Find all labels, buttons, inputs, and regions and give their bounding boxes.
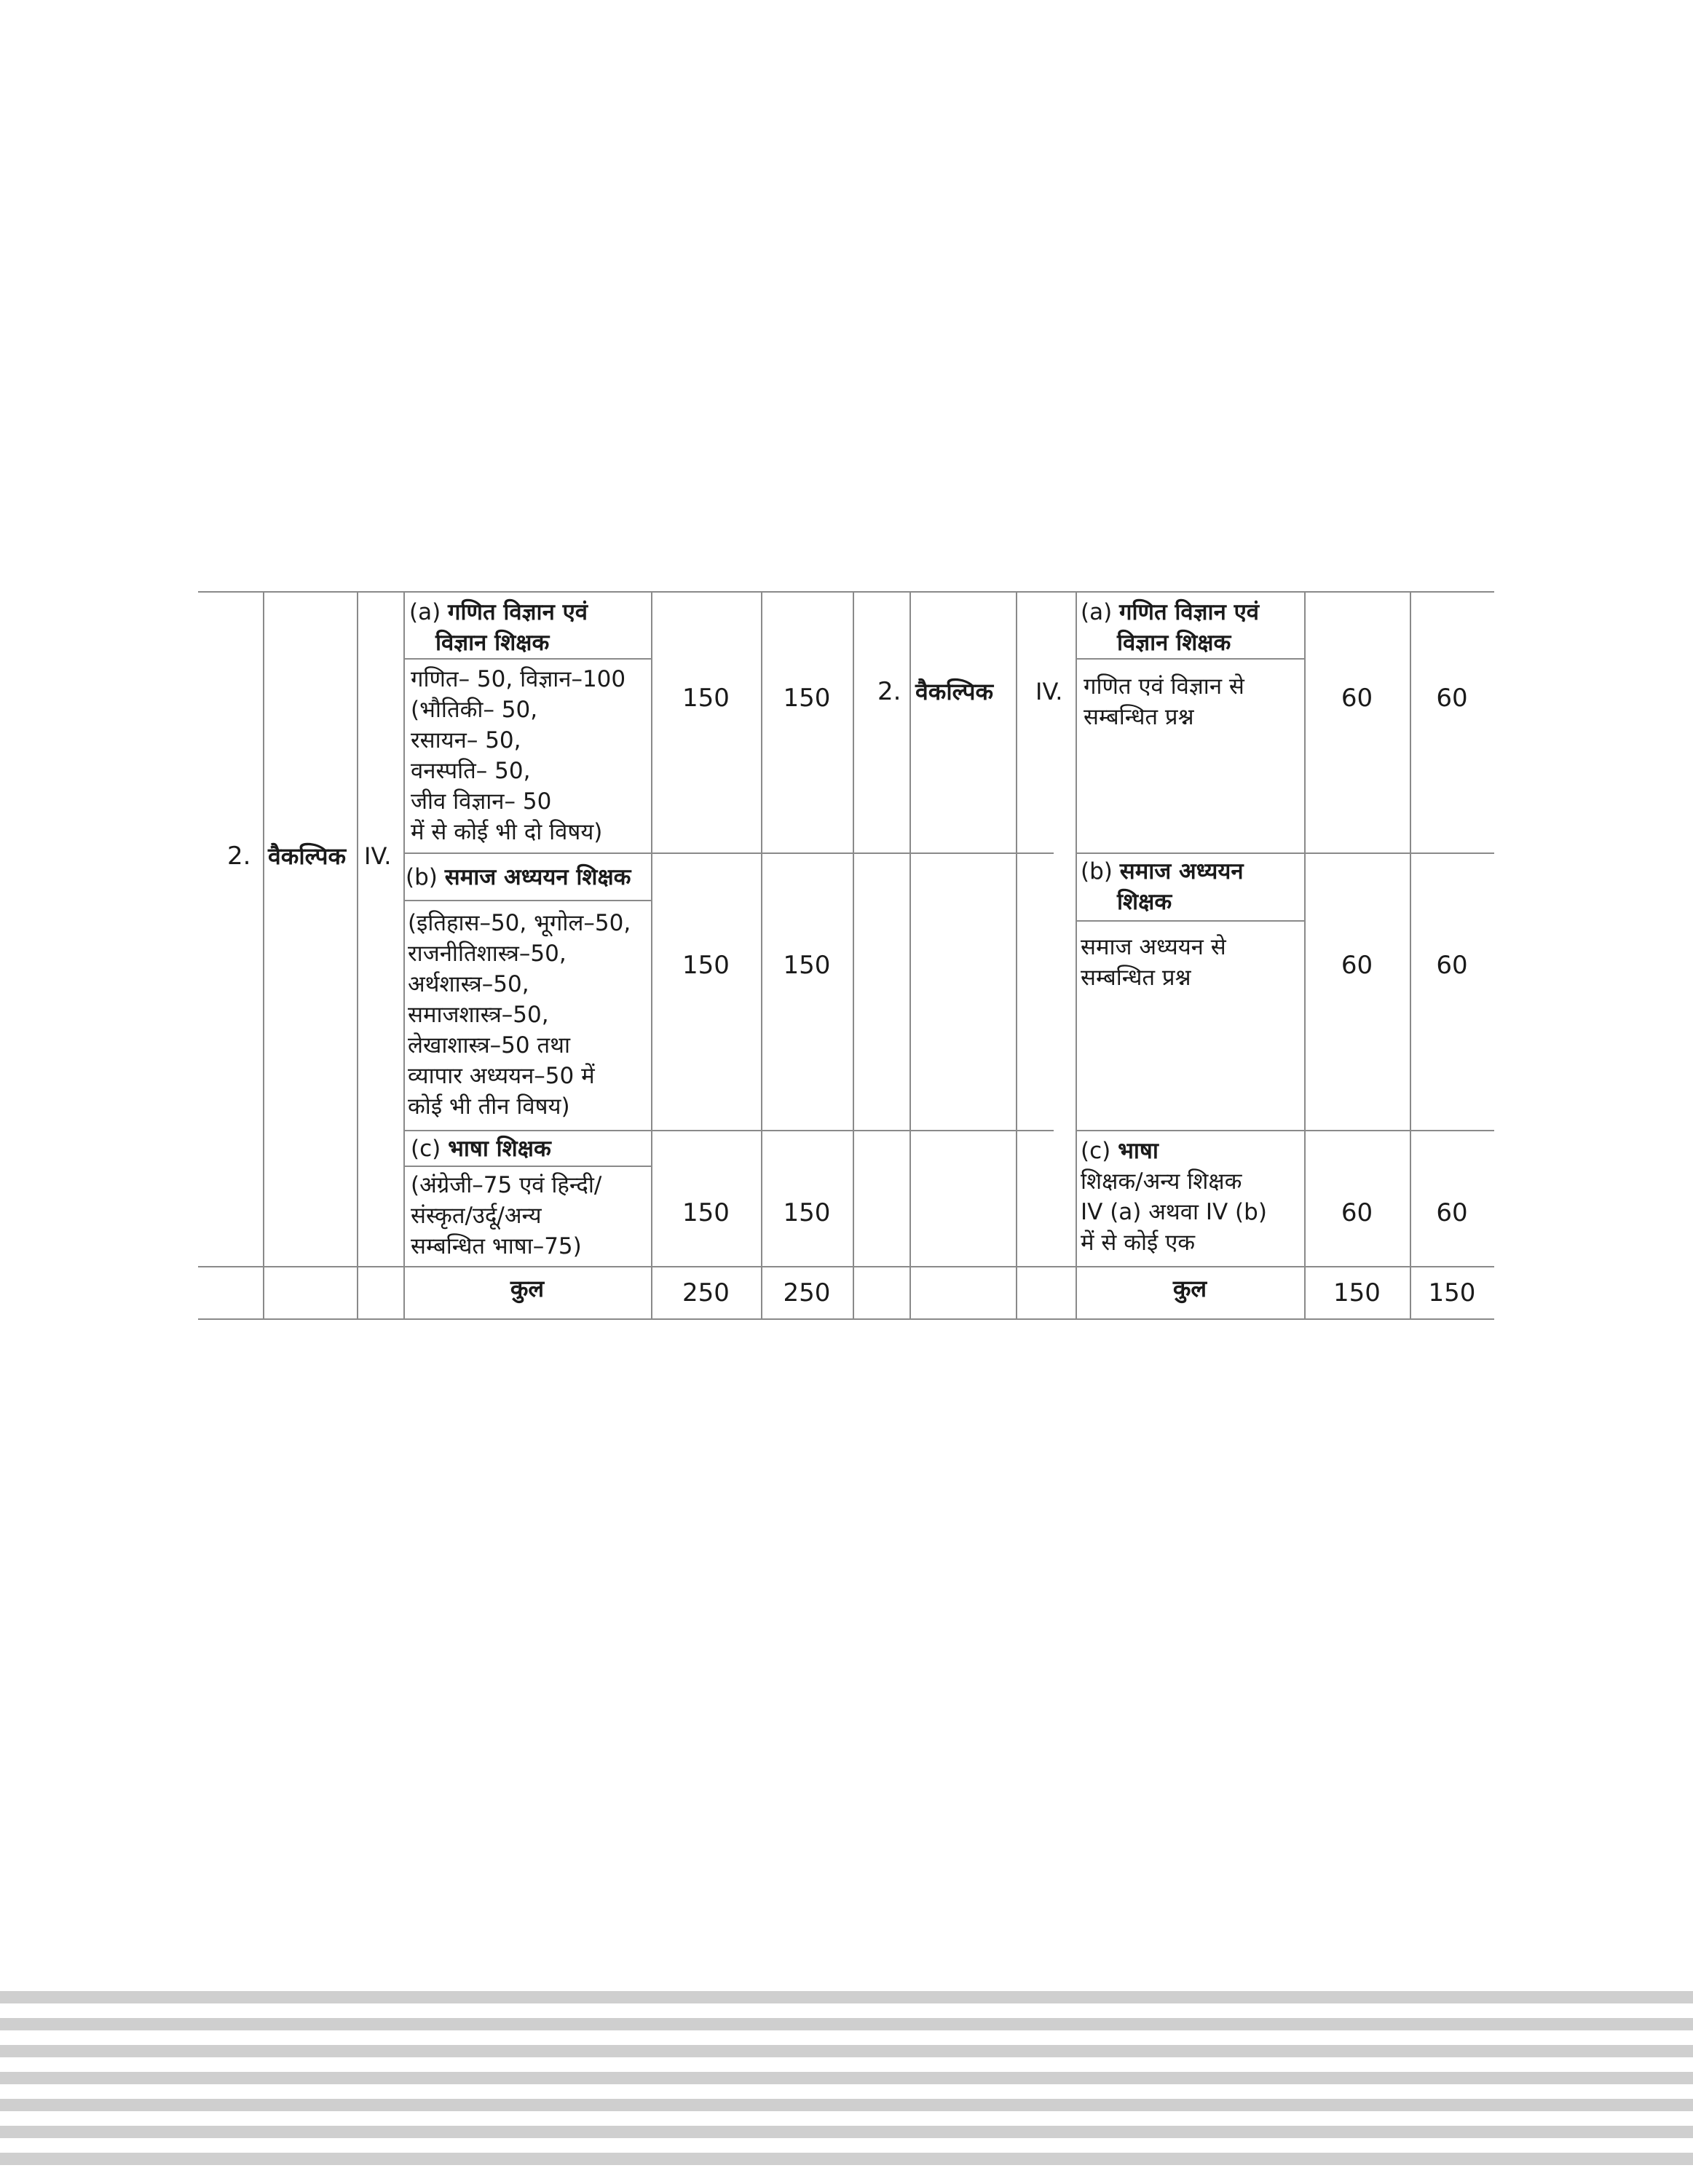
left-section-b-details	[408, 908, 631, 1122]
left-subhead-rule-c	[403, 1166, 651, 1167]
detail-line: समाज अध्ययन से	[1081, 934, 1226, 960]
col-rule	[909, 591, 911, 1318]
section-title: समाज अध्ययन शिक्षक	[444, 864, 631, 890]
detail-line: अर्थशास्त्र–50,	[408, 971, 529, 997]
footer-stripe	[0, 1991, 1693, 2003]
section-prefix: (c)	[411, 1136, 441, 1162]
right-section-b-questions: 60	[1341, 951, 1373, 980]
right-section-a-heading	[1081, 597, 1259, 628]
right-subhead-rule-b	[1076, 920, 1304, 922]
left-total-label: कुल	[510, 1275, 545, 1302]
left-section-a-questions: 150	[682, 684, 730, 713]
right-section-c-marks: 60	[1436, 1198, 1468, 1227]
footer-stripe	[0, 2072, 1693, 2084]
right-paper-number: IV.	[1035, 678, 1063, 705]
right-section-b-heading	[1081, 856, 1244, 887]
footer-stripe	[0, 2126, 1693, 2138]
right-total-marks: 150	[1428, 1278, 1476, 1307]
detail-line: शिक्षक/अन्य शिक्षक	[1081, 1168, 1242, 1195]
detail-line: सम्बन्धित प्रश्न	[1081, 965, 1191, 991]
detail-line: सम्बन्धित भाषा–75)	[411, 1233, 582, 1259]
col-rule	[263, 591, 264, 1318]
left-row-rule-1	[403, 852, 1054, 854]
right-section-b-marks: 60	[1436, 951, 1468, 980]
table-top-rule	[198, 591, 1494, 593]
section-prefix: (a)	[1081, 599, 1113, 625]
right-section-a-details	[1084, 671, 1244, 732]
left-section-a-heading-line-2: विज्ञान शिक्षक	[435, 630, 550, 656]
footer-stripe	[0, 2018, 1693, 2030]
right-row-rule-1	[1076, 852, 1494, 854]
detail-line: कोई भी तीन विषय)	[408, 1093, 570, 1120]
left-paper-number: IV.	[364, 842, 392, 870]
section-prefix: (a)	[409, 599, 441, 625]
detail-line: रसायन– 50,	[411, 727, 521, 753]
detail-line: (इतिहास–50, भूगोल–50,	[408, 910, 631, 936]
right-category: वैकल्पिक	[915, 678, 994, 705]
left-total-marks: 250	[783, 1278, 831, 1307]
col-rule	[1016, 591, 1017, 1318]
right-row-rule-2	[1076, 1130, 1494, 1131]
left-section-a-heading	[409, 597, 588, 628]
right-total-label: कुल	[1172, 1275, 1207, 1302]
section-prefix: (b)	[406, 864, 438, 890]
section-title: गणित विज्ञान एवं	[1119, 599, 1259, 625]
left-total-questions: 250	[682, 1278, 730, 1307]
table-total-rule	[198, 1266, 1494, 1267]
left-category: वैकल्पिक	[268, 842, 347, 870]
left-serial-number: 2.	[227, 842, 251, 871]
right-section-c-questions: 60	[1341, 1198, 1373, 1227]
right-section-a-heading-line-2: विज्ञान शिक्षक	[1117, 630, 1231, 656]
detail-line: IV (a) अथवा IV (b)	[1081, 1199, 1267, 1225]
footer-stripes	[0, 1991, 1693, 2184]
col-rule	[357, 591, 358, 1318]
left-row-rule-2	[403, 1130, 1054, 1131]
right-section-c-details	[1081, 1166, 1267, 1258]
right-section-a-marks: 60	[1436, 684, 1468, 713]
detail-line: गणित एवं विज्ञान से	[1084, 673, 1244, 700]
left-section-c-questions: 150	[682, 1198, 730, 1227]
right-section-b-details	[1081, 932, 1226, 993]
section-prefix: (c)	[1081, 1138, 1111, 1164]
detail-line: सम्बन्धित प्रश्न	[1084, 704, 1194, 730]
detail-line: में से कोई भी दो विषय)	[411, 819, 603, 845]
detail-line: गणित– 50, विज्ञान–100	[411, 666, 626, 692]
detail-line: (भौतिकी– 50,	[411, 697, 538, 723]
right-serial-number: 2.	[877, 677, 901, 706]
detail-line: समाजशास्त्र–50,	[408, 1002, 549, 1028]
detail-line: (अंग्रेजी–75 एवं हिन्दी/	[411, 1172, 602, 1198]
section-title: समाज अध्ययन	[1119, 858, 1244, 885]
detail-line: राजनीतिशास्त्र–50,	[408, 941, 567, 967]
left-section-a-details	[411, 664, 625, 847]
left-section-b-heading	[406, 862, 631, 893]
left-section-a-marks: 150	[783, 684, 831, 713]
detail-line: लेखाशास्त्र–50 तथा	[408, 1032, 570, 1059]
detail-line: व्यापार अध्ययन–50 में	[408, 1063, 595, 1089]
section-title: भाषा	[1118, 1138, 1159, 1164]
right-subhead-rule-a	[1076, 658, 1304, 660]
left-subhead-rule-a	[403, 658, 651, 660]
footer-stripe	[0, 2153, 1693, 2165]
detail-line: संस्कृत/उर्दू/अन्य	[411, 1203, 542, 1229]
left-section-c-marks: 150	[783, 1198, 831, 1227]
col-rule	[1076, 591, 1077, 1318]
footer-stripe	[0, 2099, 1693, 2111]
section-title: भाषा शिक्षक	[448, 1136, 551, 1162]
col-rule	[403, 591, 405, 1318]
section-title: गणित विज्ञान एवं	[448, 599, 588, 625]
detail-line: वनस्पति– 50,	[411, 758, 531, 784]
left-section-b-marks: 150	[783, 951, 831, 980]
right-section-a-questions: 60	[1341, 684, 1373, 713]
detail-line: में से कोई एक	[1081, 1230, 1196, 1256]
left-section-b-questions: 150	[682, 951, 730, 980]
table-bottom-rule	[198, 1318, 1494, 1320]
exam-scheme-table	[198, 591, 1494, 1320]
left-section-c-heading	[411, 1133, 551, 1164]
right-section-c-heading	[1081, 1136, 1159, 1166]
right-total-questions: 150	[1333, 1278, 1381, 1307]
left-subhead-rule-b	[403, 900, 651, 901]
col-rule	[853, 591, 854, 1318]
right-section-b-heading-line-2: शिक्षक	[1117, 889, 1172, 915]
section-prefix: (b)	[1081, 858, 1113, 885]
detail-line: जीव विज्ञान– 50	[411, 788, 552, 815]
left-section-c-details	[411, 1170, 601, 1262]
footer-stripe	[0, 2045, 1693, 2057]
